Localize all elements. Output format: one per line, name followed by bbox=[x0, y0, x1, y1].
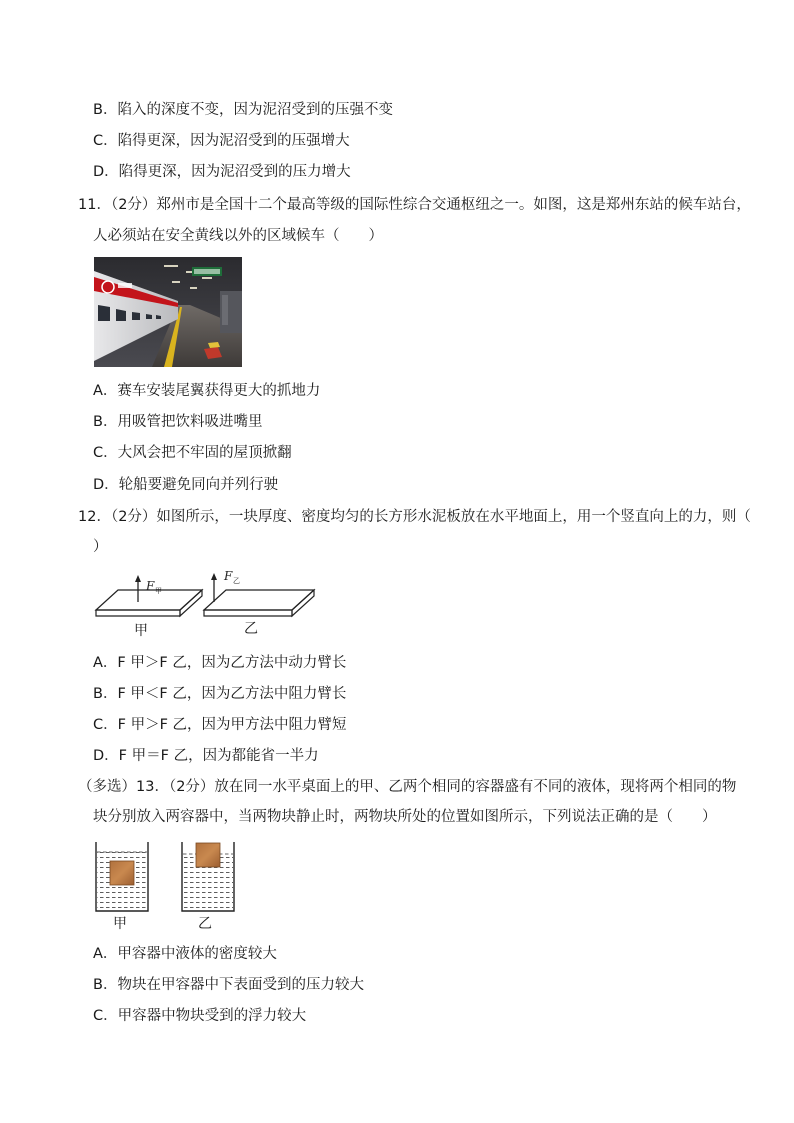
slab-yi bbox=[204, 590, 314, 616]
q13-stem-line1: （多选）13．（2分）放在同一水平桌面上的甲、乙两个相同的容器盛有不同的液体，现将两个相同的物 bbox=[78, 779, 737, 795]
force-yi-label: F bbox=[224, 569, 233, 583]
q10-option-b: B．陷入的深度不变，因为泥沼受到的压强不变 bbox=[93, 102, 393, 118]
force-yi-subscript: 乙 bbox=[233, 577, 240, 585]
container-jia bbox=[96, 842, 148, 911]
force-jia-subscript: 甲 bbox=[155, 587, 162, 595]
q13-option-c: C．甲容器中物块受到的浮力较大 bbox=[93, 1008, 307, 1024]
q12-slab-figure bbox=[94, 566, 318, 640]
q11-station-platform-photo bbox=[94, 257, 242, 367]
q13-option-a: A．甲容器中液体的密度较大 bbox=[93, 946, 277, 962]
q11-option-c: C．大风会把不牢固的屋顶掀翻 bbox=[93, 445, 292, 461]
q10-option-c: C．陷得更深，因为泥沼受到的压强增大 bbox=[93, 133, 350, 149]
q12-caption-yi: 乙 bbox=[244, 621, 258, 637]
q13-caption-jia: 甲 bbox=[113, 916, 127, 932]
q11-stem-line1: 11．（2分）郑州市是全国十二个最高等级的国际性综合交通枢纽之一。如图，这是郑州东站的候车站台， bbox=[78, 197, 751, 213]
force-jia-label: F bbox=[146, 579, 155, 593]
q12-option-a: A．F 甲＞F 乙，因为乙方法中动力臂长 bbox=[93, 655, 347, 671]
q13-stem-line2: 块分别放入两容器中，当两物块静止时，两物块所处的位置如图所示，下列说法正确的是（ ） bbox=[93, 809, 717, 825]
q11-option-b: B．用吸管把饮料吸进嘴里 bbox=[93, 414, 263, 430]
q13-caption-yi: 乙 bbox=[198, 916, 212, 932]
q11-option-d: D．轮船要避免同向并列行驶 bbox=[93, 477, 279, 493]
q12-stem-line1: 12．（2分）如图所示，一块厚度、密度均匀的长方形水泥板放在水平地面上，用一个竖直向上的力，则（ bbox=[78, 509, 751, 525]
q11-stem-line2: 人必须站在安全黄线以外的区域候车（ ） bbox=[93, 228, 383, 244]
q13-containers-figure bbox=[94, 840, 244, 932]
q12-stem-line2: ） bbox=[93, 539, 108, 555]
q12-option-b: B．F 甲＜F 乙，因为乙方法中阻力臂长 bbox=[93, 686, 347, 702]
q12-caption-jia: 甲 bbox=[134, 623, 148, 639]
q13-option-b: B．物块在甲容器中下表面受到的压力较大 bbox=[93, 977, 364, 993]
container-yi bbox=[182, 842, 234, 911]
q10-option-d: D．陷得更深，因为泥沼受到的压力增大 bbox=[93, 164, 351, 180]
slab-jia bbox=[96, 590, 202, 616]
q12-option-c: C．F 甲＞F 乙，因为甲方法中阻力臂短 bbox=[93, 717, 347, 733]
q11-option-a: A．赛车安装尾翼获得更大的抓地力 bbox=[93, 383, 321, 399]
q12-option-d: D．F 甲＝F 乙，因为都能省一半力 bbox=[93, 748, 319, 764]
